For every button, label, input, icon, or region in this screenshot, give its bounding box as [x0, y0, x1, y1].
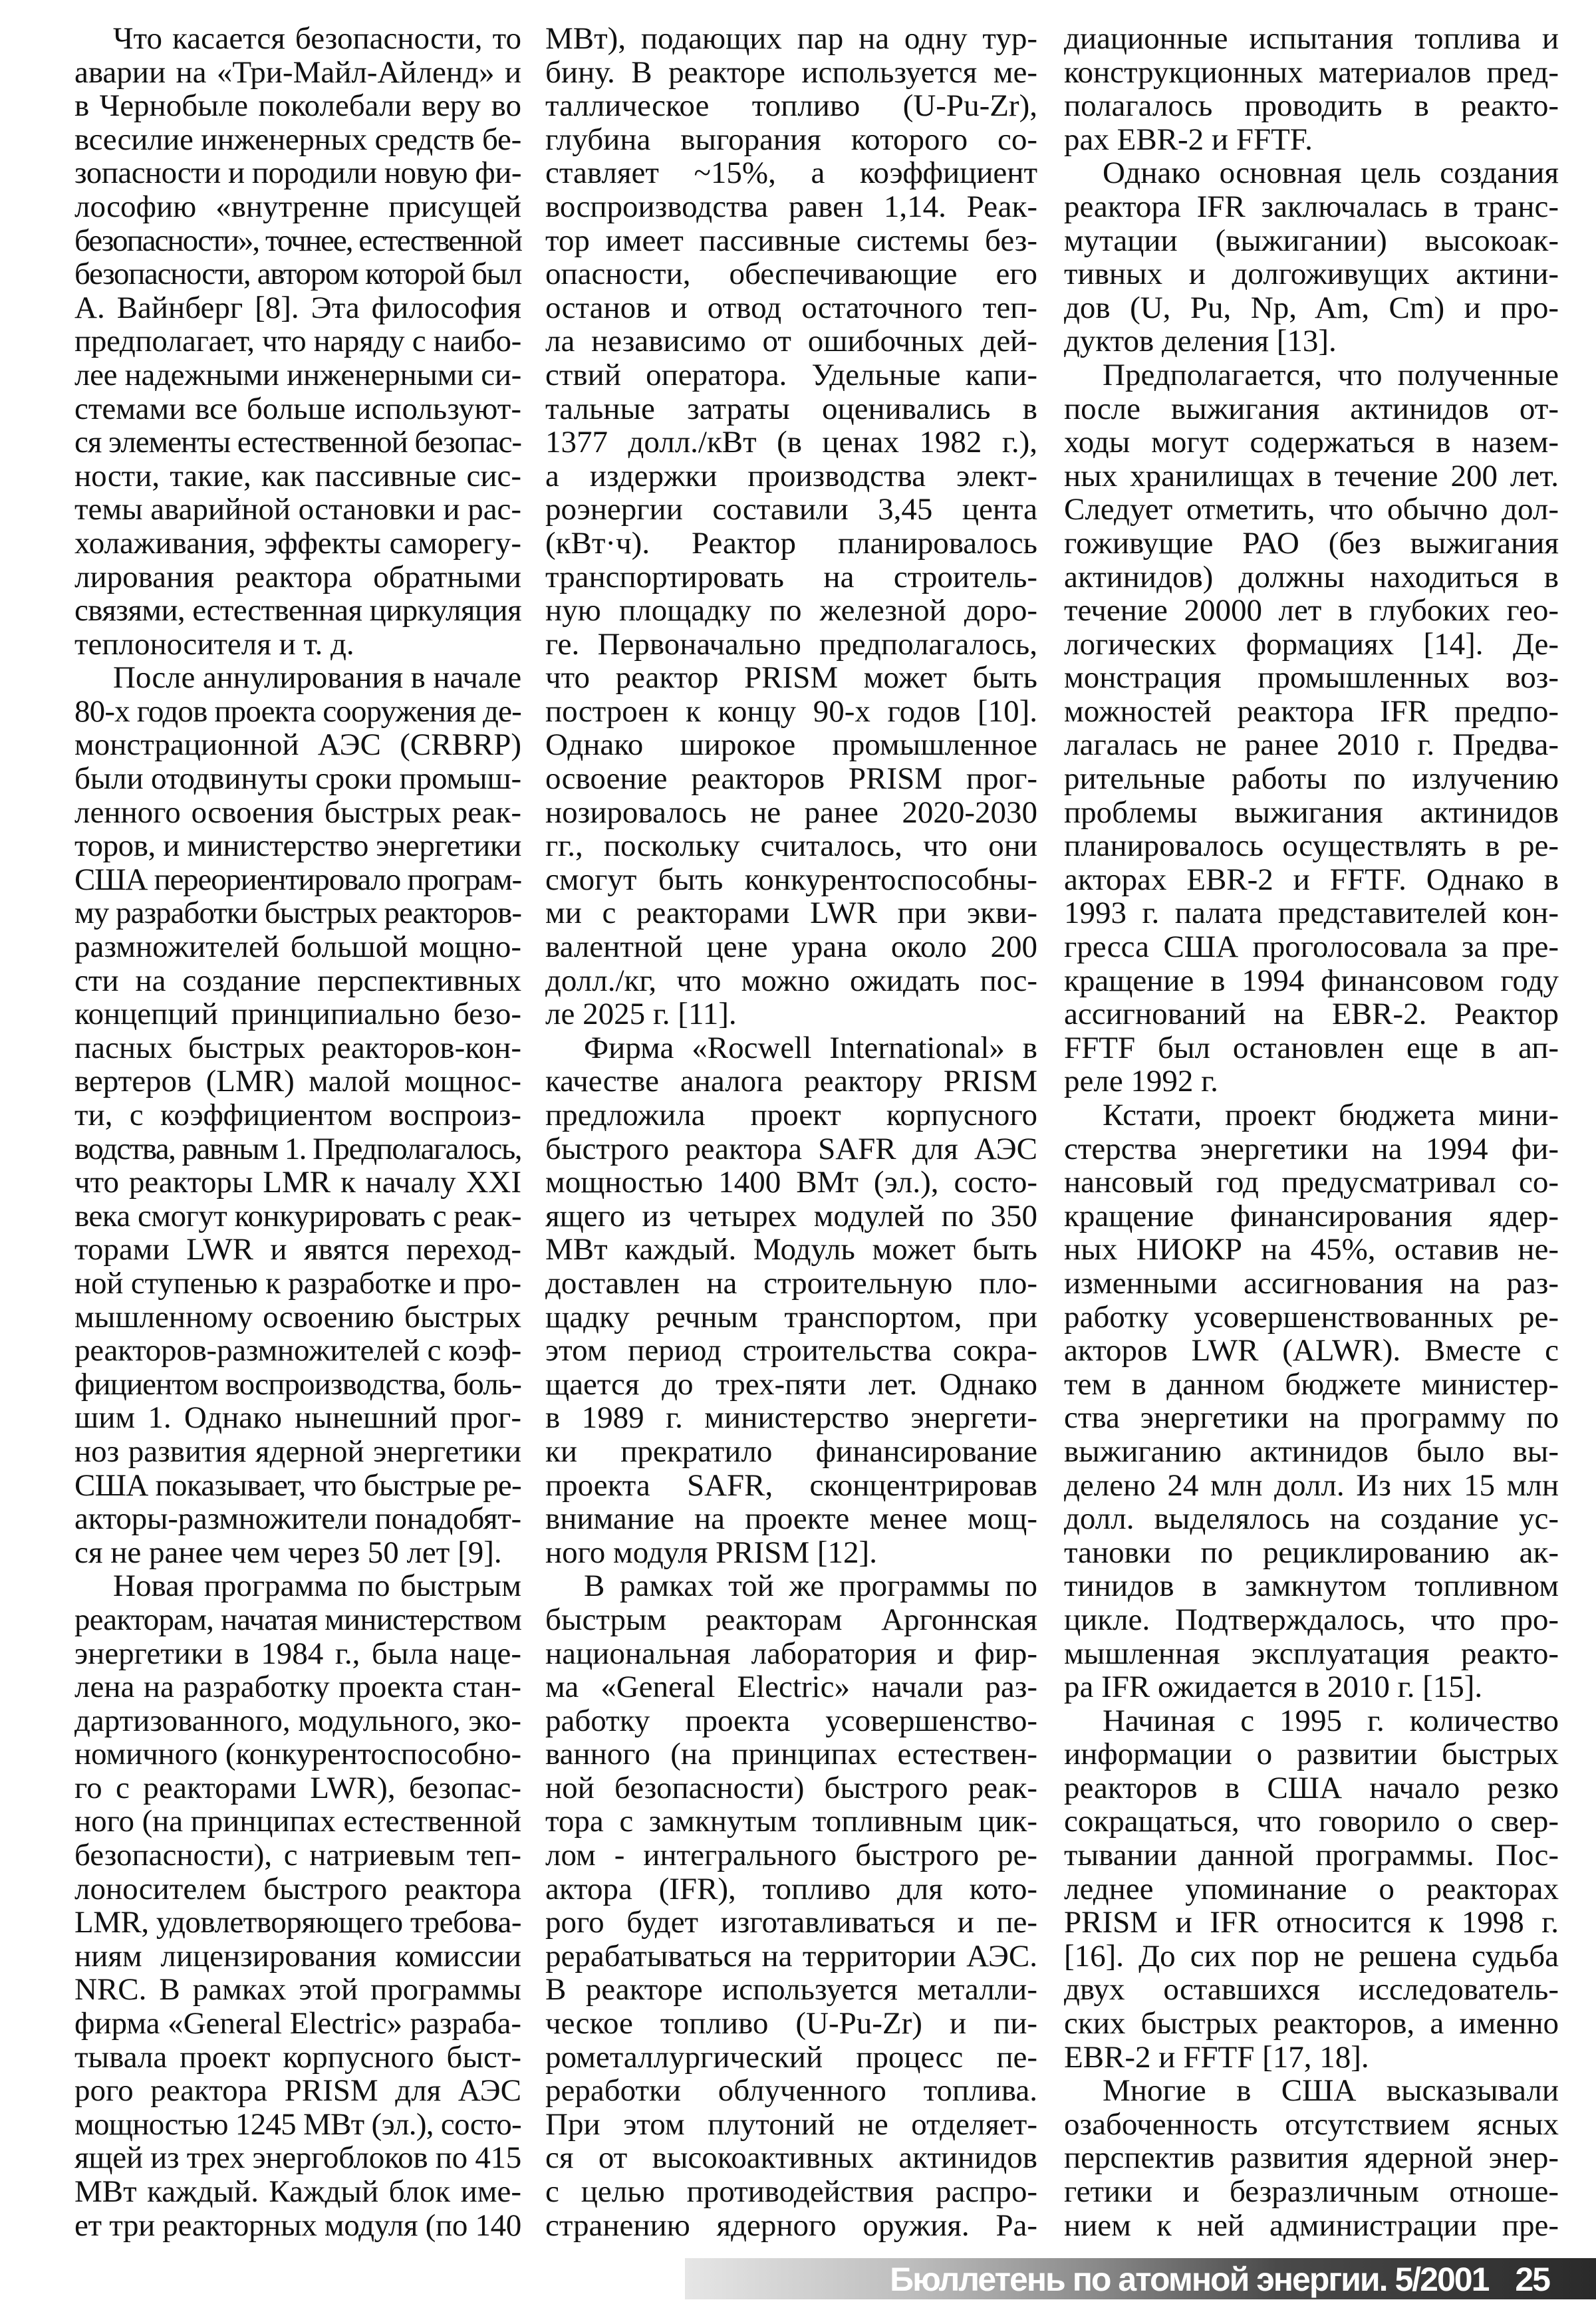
- text-line: ной безопасности) быстрого реак-: [545, 1770, 1037, 1805]
- text-line: зопасности и породили новую фи-: [74, 156, 521, 191]
- text-line: ческое топливо (U-Pu-Zr) и пи-: [545, 2006, 1037, 2041]
- text-line: аварии на «Три-Майл-Айленд» и: [74, 55, 521, 90]
- text-line: безопасности, автором которой был: [74, 257, 521, 292]
- text-line: перспектив развития ядерной энер-: [1064, 2140, 1559, 2176]
- text-line: проблемы выжигания актинидов: [1064, 795, 1559, 830]
- text-line: ле 2025 г. [11].: [545, 997, 737, 1032]
- text-line: 1993 г. палата представителей кон-: [1064, 896, 1559, 931]
- text-line: ми с реакторами LWR при экви-: [545, 896, 1037, 931]
- text-line: актинидов) должны находиться в: [1064, 559, 1559, 594]
- text-line: рого реактора PRISM для АЭС: [74, 2073, 521, 2109]
- text-line: тора с замкнутым топливным цик-: [545, 1804, 1037, 1839]
- text-line: полагалось проводить в реакто-: [1064, 88, 1559, 124]
- text-line: нием к ней администрации пре-: [1064, 2208, 1559, 2243]
- text-line: тем в данном бюджете министер-: [1064, 1366, 1559, 1402]
- text-line: МВт каждый. Каждый блок име-: [74, 2174, 521, 2209]
- text-line: фирма «General Electric» разраба-: [74, 2006, 521, 2041]
- text-line: ходы могут содержаться в назем-: [1064, 425, 1559, 460]
- text-line: долл./кг, что можно ожидать пос-: [545, 963, 1037, 998]
- text-line: торов, и министерство энергетики: [74, 829, 521, 864]
- text-line: диационные испытания топлива и: [1064, 21, 1559, 56]
- text-line: внимание на проекте менее мощ-: [545, 1501, 1037, 1537]
- text-line: национальная лаборатория и фир-: [545, 1636, 1037, 1671]
- text-line: быстрым реакторам Аргоннская: [545, 1602, 1037, 1637]
- text-line: долл. выделялось на создание ус-: [1064, 1501, 1559, 1537]
- text-line: акторы-размножители понадобят-: [74, 1501, 521, 1537]
- text-line: рительные работы по излучению: [1064, 761, 1559, 797]
- text-line: щадку речным транспортом, при: [545, 1299, 1037, 1335]
- text-line: Предполагается, что полученные: [1103, 357, 1559, 392]
- text-line: Новая программа по быстрым: [113, 1569, 521, 1604]
- text-line: тановки по рециклированию ак-: [1064, 1535, 1559, 1570]
- text-line: Фирма «Rocwell International» в: [584, 1030, 1037, 1065]
- text-line: При этом плутоний не отделяет-: [545, 2107, 1037, 2142]
- text-line: гетики и безразличным отноше-: [1064, 2174, 1559, 2209]
- text-line: рого будет изготавливаться и пе-: [545, 1905, 1037, 1940]
- text-line: мышленная эксплуатация реакто-: [1064, 1636, 1559, 1671]
- text-line: лее надежными инженерными си-: [74, 357, 521, 392]
- text-line: (кВт·ч). Реактор планировалось: [545, 525, 1037, 561]
- text-line: реакторов в США начало резко: [1064, 1770, 1559, 1805]
- text-line: планировалось осуществлять в ре-: [1064, 829, 1559, 864]
- text-line: тывала проект корпусного быст-: [74, 2039, 521, 2075]
- text-line: темы аварийной остановки и рас-: [74, 492, 521, 527]
- text-line: сокращаться, что говорило о свер-: [1064, 1804, 1559, 1839]
- page-number: 25: [1515, 2261, 1549, 2298]
- text-line: холаживания, эффекты саморегу-: [74, 525, 521, 561]
- text-line: работку усовершенствованных ре-: [1064, 1299, 1559, 1335]
- text-line: водства, равным 1. Предполагалось,: [74, 1131, 521, 1166]
- text-line: безопасности), с натриевым теп-: [74, 1838, 521, 1873]
- text-line: му разработки быстрых реакторов-: [74, 896, 521, 931]
- text-line: PRISM и IFR относится к 1998 г.: [1064, 1905, 1559, 1940]
- text-line: рометаллургический процесс пе-: [545, 2039, 1037, 2075]
- text-line: доставлен на строительную пло-: [545, 1265, 1037, 1301]
- text-line: NRC. В рамках этой программы: [74, 1972, 521, 2007]
- text-line: щается до трех-пяти лет. Однако: [545, 1366, 1037, 1402]
- text-line: после выжигания актинидов от-: [1064, 391, 1559, 426]
- text-line: 80-х годов проекта сооружения де-: [74, 694, 521, 729]
- text-line: странению ядерного оружия. Ра-: [545, 2208, 1037, 2243]
- text-line: реле 1992 г.: [1064, 1064, 1218, 1099]
- text-line: работку проекта усовершенство-: [545, 1703, 1037, 1738]
- text-line: что реактор PRISM может быть: [545, 660, 1037, 696]
- text-line: ванного (на принципах естествен-: [545, 1737, 1037, 1772]
- text-line: ся элементы естественной безопас-: [74, 425, 521, 460]
- text-line: А. Вайнберг [8]. Эта философия: [74, 290, 521, 325]
- text-line: энергетики в 1984 г., была наце-: [74, 1636, 521, 1671]
- text-line: LMR, удовлетворяющего требова-: [74, 1905, 521, 1940]
- text-line: США переориентировало програм-: [74, 862, 521, 897]
- text-line: нозировалось не ранее 2020-2030: [545, 795, 1037, 830]
- text-line: таллическое топливо (U-Pu-Zr),: [545, 88, 1037, 124]
- text-line: рерабатываться на территории АЭС.: [545, 1938, 1037, 1974]
- text-line: мутации (выжигании) высокоак-: [1064, 223, 1559, 258]
- text-line: Кстати, проект бюджета мини-: [1103, 1098, 1559, 1132]
- text-line: Однако широкое промышленное: [545, 727, 1037, 763]
- text-line: дуктов деления [13].: [1064, 324, 1337, 359]
- text-line: тор имеет пассивные системы без-: [545, 223, 1037, 258]
- text-line: акторах EBR-2 и FFTF. Однако в: [1064, 862, 1559, 897]
- text-line: Однако основная цель создания: [1103, 156, 1559, 191]
- text-line: транспортировать на строитель-: [545, 559, 1037, 594]
- text-line: смогут быть конкурентоспособны-: [545, 862, 1037, 897]
- text-line: В рамках той же программы по: [584, 1569, 1037, 1604]
- text-line: лена на разработку проекта стан-: [74, 1670, 521, 1705]
- text-line: ма «General Electric» начали раз-: [545, 1670, 1037, 1705]
- text-line: реактора IFR заключалась в транс-: [1064, 189, 1559, 224]
- text-line: что реакторы LMR к началу XXI: [74, 1165, 521, 1200]
- text-line: а издержки производства элект-: [545, 458, 1037, 493]
- text-line: двух оставшихся исследователь-: [1064, 1972, 1559, 2007]
- text-line: конструкционных материалов пред-: [1064, 55, 1559, 90]
- text-line: вертеров (LMR) малой мощнос-: [74, 1064, 521, 1099]
- text-line: озабоченность отсутствием ясных: [1064, 2107, 1559, 2142]
- text-line: МВт каждый. Модуль может быть: [545, 1232, 1037, 1267]
- text-line: ную площадку по железной доро-: [545, 593, 1037, 628]
- journal-issue: Бюллетень по атомной энергии. 5/2001: [890, 2261, 1489, 2298]
- text-line: ящего из четырех модулей по 350: [545, 1198, 1037, 1233]
- text-line: ящей из трех энергоблоков по 415: [74, 2140, 521, 2176]
- text-line: кращение в 1994 финансовом году: [1064, 963, 1559, 998]
- text-line: связями, естественная циркуляция: [74, 593, 521, 628]
- text-line: монстрационной АЭС (CRBRP): [74, 727, 521, 763]
- text-line: роэнергии составили 3,45 цента: [545, 492, 1037, 527]
- text-line: делено 24 млн долл. Из них 15 млн: [1064, 1468, 1559, 1503]
- text-line: мощностью 1245 МВт (эл.), состо-: [74, 2107, 521, 2142]
- text-line: [16]. До сих пор не решена судьба: [1064, 1938, 1559, 1974]
- text-line: ноз развития ядерной энергетики: [74, 1434, 521, 1469]
- text-line: рах EBR-2 и FFTF.: [1064, 122, 1313, 157]
- text-line: дартизованного, модульного, эко-: [74, 1703, 521, 1738]
- text-column-1: [74, 22, 521, 2242]
- text-column-2: [545, 22, 1037, 2242]
- text-line: После аннулирования в начале: [113, 660, 521, 696]
- text-line: В реакторе используется металли-: [545, 1972, 1037, 2007]
- text-line: размножителей большой мощно-: [74, 930, 521, 965]
- text-line: ных НИОКР на 45%, оставив не-: [1064, 1232, 1559, 1267]
- text-line: FFTF был остановлен еще в ап-: [1064, 1030, 1559, 1065]
- text-line: выжиганию актинидов было вы-: [1064, 1434, 1559, 1469]
- text-line: опасности, обеспечивающие его: [545, 257, 1037, 292]
- text-line: проекта SAFR, сконцентрировав: [545, 1468, 1037, 1503]
- text-line: реакторам, начатая министерством: [74, 1602, 521, 1637]
- text-line: лагалась не ранее 2010 г. Предва-: [1064, 727, 1559, 763]
- text-line: ниям лицензирования комиссии: [74, 1938, 521, 1974]
- text-line: концепций принципиально безо-: [74, 997, 521, 1032]
- text-line: предложила проект корпусного: [545, 1098, 1037, 1132]
- text-line: мышленному освоению быстрых: [74, 1299, 521, 1335]
- text-line: лом - интегрального быстрого ре-: [545, 1838, 1037, 1873]
- text-line: ти, с коэффициентом воспроиз-: [74, 1098, 521, 1132]
- text-line: информации о развитии быстрых: [1064, 1737, 1559, 1772]
- text-line: предполагает, что наряду с наибо-: [74, 324, 521, 359]
- text-line: века смогут конкурировать с реак-: [74, 1198, 521, 1233]
- text-line: тивных и долгоживущих актини-: [1064, 257, 1559, 292]
- text-line: ленного освоения быстрых реак-: [74, 795, 521, 830]
- text-line: стемами все больше используют-: [74, 391, 521, 426]
- text-line: ности, такие, как пассивные сис-: [74, 458, 521, 493]
- text-line: освоение реакторов PRISM прог-: [545, 761, 1037, 797]
- text-column-3: [1064, 22, 1559, 2242]
- text-line: глубина выгорания которого со-: [545, 122, 1037, 157]
- text-line: монстрация промышленных воз-: [1064, 660, 1559, 696]
- text-line: Многие в США высказывали: [1103, 2073, 1559, 2109]
- text-line: безопасности», точнее, естественной: [74, 223, 521, 258]
- text-line: ствий оператора. Удельные капи-: [545, 357, 1037, 392]
- text-line: ассигнований на EBR-2. Реактор: [1064, 997, 1559, 1032]
- text-line: тывании данной программы. Пос-: [1064, 1838, 1559, 1873]
- text-line: ет три реакторных модуля (по 140: [74, 2208, 521, 2243]
- text-line: ся не ранее чем через 50 лет [9].: [74, 1535, 502, 1570]
- text-line: EBR-2 и FFTF [17, 18].: [1064, 2039, 1369, 2075]
- text-line: актора (IFR), топливо для кото-: [545, 1871, 1037, 1906]
- text-line: гресса США проголосовала за пре-: [1064, 930, 1559, 965]
- text-line: мощностью 1400 ВМт (эл.), состо-: [545, 1165, 1037, 1200]
- text-line: были отодвинуты сроки промыш-: [74, 761, 521, 797]
- text-line: ра IFR ожидается в 2010 г. [15].: [1064, 1670, 1483, 1705]
- text-line: реакторов-размножителей с коэф-: [74, 1333, 521, 1368]
- text-line: теплоносителя и т. д.: [74, 626, 354, 662]
- text-line: тинидов в замкнутом топливном: [1064, 1569, 1559, 1604]
- text-line: ся от высокоактивных актинидов: [545, 2140, 1037, 2176]
- text-line: в Чернобыле поколебали веру во: [74, 88, 521, 124]
- text-line: сти на создание перспективных: [74, 963, 521, 998]
- text-line: ной ступенью к разработке и про-: [74, 1265, 521, 1301]
- text-line: ге. Первоначально предполагалось,: [545, 626, 1037, 662]
- text-line: быстрого реактора SAFR для АЭС: [545, 1131, 1037, 1166]
- text-line: гоживущие РАО (без выжигания: [1064, 525, 1559, 561]
- text-line: изменными ассигнования на раз-: [1064, 1265, 1559, 1301]
- text-line: ных хранилищах в течение 200 лет.: [1064, 458, 1559, 493]
- text-line: шим 1. Однако нынешний прог-: [74, 1400, 521, 1436]
- text-line: ла независимо от ошибочных дей-: [545, 324, 1037, 359]
- text-line: го с реакторами LWR), безопас-: [74, 1770, 521, 1805]
- text-line: леднее упоминание о реакторах: [1064, 1871, 1559, 1906]
- text-line: лирования реактора обратными: [74, 559, 521, 594]
- text-line: гг., поскольку считалось, что они: [545, 829, 1037, 864]
- text-line: ного модуля PRISM [12].: [545, 1535, 877, 1570]
- text-line: бину. В реакторе используется ме-: [545, 55, 1037, 90]
- footer: [890, 2259, 1549, 2299]
- text-line: лоносителем быстрого реактора: [74, 1871, 521, 1906]
- text-line: этом период строительства сокра-: [545, 1333, 1037, 1368]
- text-line: ного (на принципах естественной: [74, 1804, 521, 1839]
- text-line: воспроизводства равен 1,14. Реак-: [545, 189, 1037, 224]
- text-line: Начиная с 1995 г. количество: [1103, 1703, 1559, 1738]
- text-line: можностей реактора IFR предпо-: [1064, 694, 1559, 729]
- text-line: нансовый год предусматривал со-: [1064, 1165, 1559, 1200]
- text-line: Следует отметить, что обычно дол-: [1064, 492, 1559, 527]
- text-line: валентной цене урана около 200: [545, 930, 1037, 965]
- text-line: всесилие инженерных средств бе-: [74, 122, 521, 157]
- text-line: ки прекратило финансирование: [545, 1434, 1037, 1469]
- text-line: с целью противодействия распро-: [545, 2174, 1037, 2209]
- text-line: качестве аналога реактору PRISM: [545, 1064, 1037, 1099]
- text-line: торами LWR и явятся переход-: [74, 1232, 521, 1267]
- text-line: 1377 долл./кВт (в ценах 1982 г.),: [545, 425, 1037, 460]
- text-line: дов (U, Pu, Np, Am, Cm) и про-: [1064, 290, 1559, 325]
- text-line: номичного (конкурентоспособно-: [74, 1737, 521, 1772]
- text-line: Что касается безопасности, то: [113, 21, 521, 56]
- text-line: реработки облученного топлива.: [545, 2073, 1037, 2109]
- text-line: тальные затраты оценивались в: [545, 391, 1037, 426]
- text-line: цикле. Подтверждалось, что про-: [1064, 1602, 1559, 1637]
- text-line: течение 20000 лет в глубоких гео-: [1064, 593, 1559, 628]
- text-line: фициентом воспроизводства, боль-: [74, 1366, 521, 1402]
- text-line: логических формациях [14]. Де-: [1064, 626, 1559, 662]
- text-line: США показывает, что быстрые ре-: [74, 1468, 521, 1503]
- text-line: пасных быстрых реакторов-кон-: [74, 1030, 521, 1065]
- text-line: МВт), подающих пар на одну тур-: [545, 21, 1037, 56]
- text-line: ских быстрых реакторов, а именно: [1064, 2006, 1559, 2041]
- text-line: построен к концу 90-х годов [10].: [545, 694, 1037, 729]
- text-line: останов и отвод остаточного теп-: [545, 290, 1037, 325]
- text-line: стерства энергетики на 1994 фи-: [1064, 1131, 1559, 1166]
- text-line: акторов LWR (ALWR). Вместе с: [1064, 1333, 1559, 1368]
- text-line: кращение финансирования ядер-: [1064, 1198, 1559, 1233]
- text-line: лософию «внутренне присущей: [74, 189, 521, 224]
- text-line: в 1989 г. министерство энергети-: [545, 1400, 1037, 1436]
- text-line: ства энергетики на программу по: [1064, 1400, 1559, 1436]
- text-line: ставляет ~15%, а коэффициент: [545, 156, 1037, 191]
